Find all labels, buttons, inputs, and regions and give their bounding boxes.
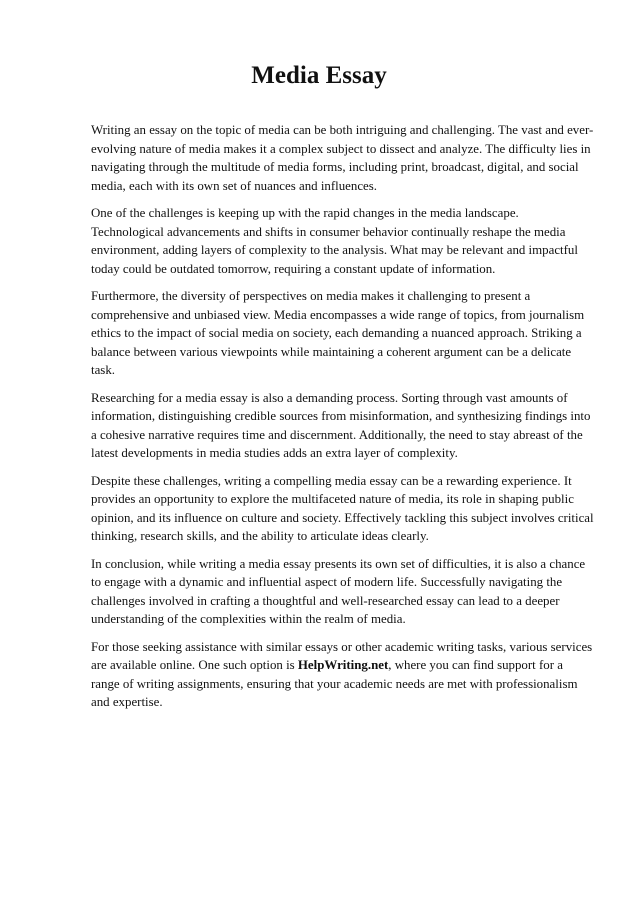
paragraph-1: Writing an essay on the topic of media can be both intriguing and challenging. The vast and ever-evolving nature of media makes it a complex subject to dissect and analyze. The difficulty lies in navigating through the multitude of media forms, including print, broadcast, digital, and social media, each with its own set of nuances and influences. [91, 123, 594, 193]
document-title: Media Essay [251, 62, 387, 89]
paragraph-7-text-before: For those seeking assistance with similar essays or other academic writing tasks, various services are available online. One such option is [91, 639, 593, 672]
paragraph-4: Researching for a media essay is also a demanding process. Sorting through vast amounts of information, distinguishing credible sources from misinformation, and synthesizing findings into a cohesive narrative requires time and discernment. Additionally, the need to stay abreast of the latest developments in media studies adds an extra layer of complexity. [91, 390, 591, 460]
paragraph-7-text-after: , where you can find support for a range of writing assignments, ensuring that your academic needs are met with professionalism and expertise. [91, 658, 578, 709]
paragraph-2: One of the challenges is keeping up with the rapid changes in the media landscape. Technological advancements and shifts in consumer behavior continually reshape the media environment, adding layers of complexity to the analysis. What may be relevant and impactful today could be outdated tomorrow, requiring a constant update of information. [91, 206, 578, 276]
paragraph-3: Furthermore, the diversity of perspectives on media makes it challenging to present a comprehensive and unbiased view. Media encompasses a wide range of topics, from journalism ethics to the impact of social media on society, each demanding a nuanced approach. Striking a balance between various viewpoints while maintaining a coherent argument can be a delicate task. [91, 289, 585, 377]
document-body [91, 121, 594, 721]
helpwriting-link[interactable]: HelpWriting.net [297, 658, 389, 672]
paragraph-6: In conclusion, while writing a media essay presents its own set of difficulties, it is also a chance to engage with a dynamic and influential aspect of modern life. Successfully navigating the challenges involved in crafting a thoughtful and well-researched essay can lead to a deeper understanding of the complexities within the realm of media. [91, 556, 586, 626]
paragraph-7 [91, 638, 594, 712]
paragraph-5: Despite these challenges, writing a compelling media essay can be a rewarding experience. It provides an opportunity to explore the multifaceted nature of media, its role in shaping public opinion, and its influence on culture and society. Effectively tackling this subject involves critical thinking, research skills, and the ability to articulate ideas clearly. [91, 473, 594, 543]
